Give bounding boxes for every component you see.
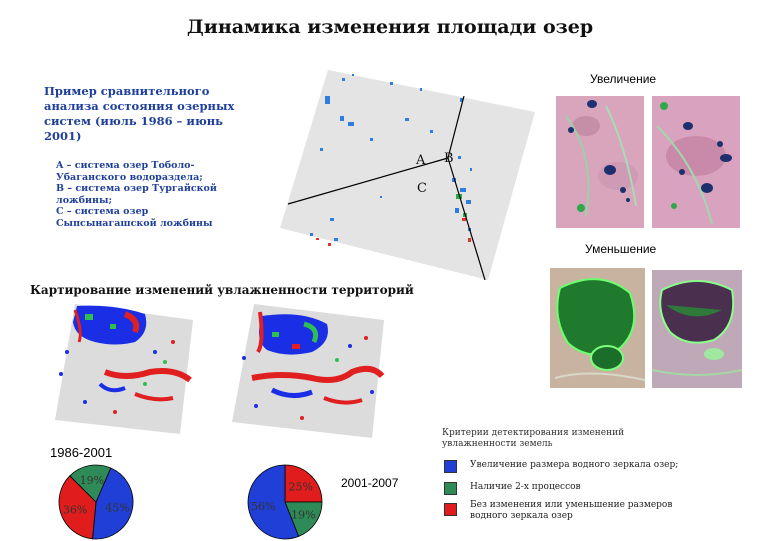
map-label-c: C (417, 181, 427, 196)
pie1-label-1: 36% (62, 503, 88, 517)
criteria-swatch-increase (444, 460, 457, 473)
change-map-2001-2007 (232, 302, 387, 440)
criteria-label-increase: Увеличение размера водного зеркала озер; (470, 460, 679, 470)
intro-text: Пример сравнительного анализа состояния озерных систем (июль 1986 – июнь 2001) (44, 84, 235, 143)
period-label-1: 1986-2001 (50, 445, 113, 460)
lake-systems-legend (56, 160, 236, 229)
lake-map (280, 68, 535, 280)
pie1-label-2: 19% (79, 474, 105, 488)
mapping-title: Картирование изменений увлажненности территорий (30, 283, 414, 297)
criteria-swatch-decrease (444, 503, 457, 516)
decrease-photo-1 (550, 268, 645, 388)
increase-photo-2 (652, 96, 740, 228)
increase-label: Увеличение (590, 72, 657, 86)
pie2-label-0: 25% (288, 480, 313, 494)
pie1-label-0: 45% (105, 501, 130, 515)
change-map-1986-2001 (55, 302, 195, 437)
period-label-2: 2001-2007 (341, 476, 399, 490)
decrease-label: Уменьшение (585, 242, 657, 256)
map-area (280, 70, 535, 280)
map-label-a: A (416, 153, 426, 168)
criteria-label-both: Наличие 2-х процессов (470, 482, 581, 492)
legend-item-a: A – система озер Тоболо-Убаганского водораздела; (56, 160, 203, 183)
pie-chart-2001-2007 (244, 463, 326, 541)
criteria-title: Критерии детектирования изменений увлажненности земель (442, 428, 625, 449)
page-title: Динамика изменения площади озер (186, 16, 594, 38)
pie2-label-2: 56% (250, 500, 276, 514)
legend-item-c: C – система озер Сыпсынагашской ложбины (56, 206, 213, 229)
map-label-b: B (444, 151, 454, 166)
increase-photo-1 (556, 96, 644, 228)
legend-item-b: B – система озер Тургайской ложбины; (56, 183, 217, 206)
criteria-swatch-both (444, 482, 457, 495)
decrease-photo-2 (652, 270, 742, 388)
criteria-label-decrease: Без изменения или уменьшение размеров водного зеркала озер (470, 500, 673, 521)
pie2-label-1: 19% (291, 508, 316, 522)
pie-chart-1986-2001 (55, 463, 137, 541)
